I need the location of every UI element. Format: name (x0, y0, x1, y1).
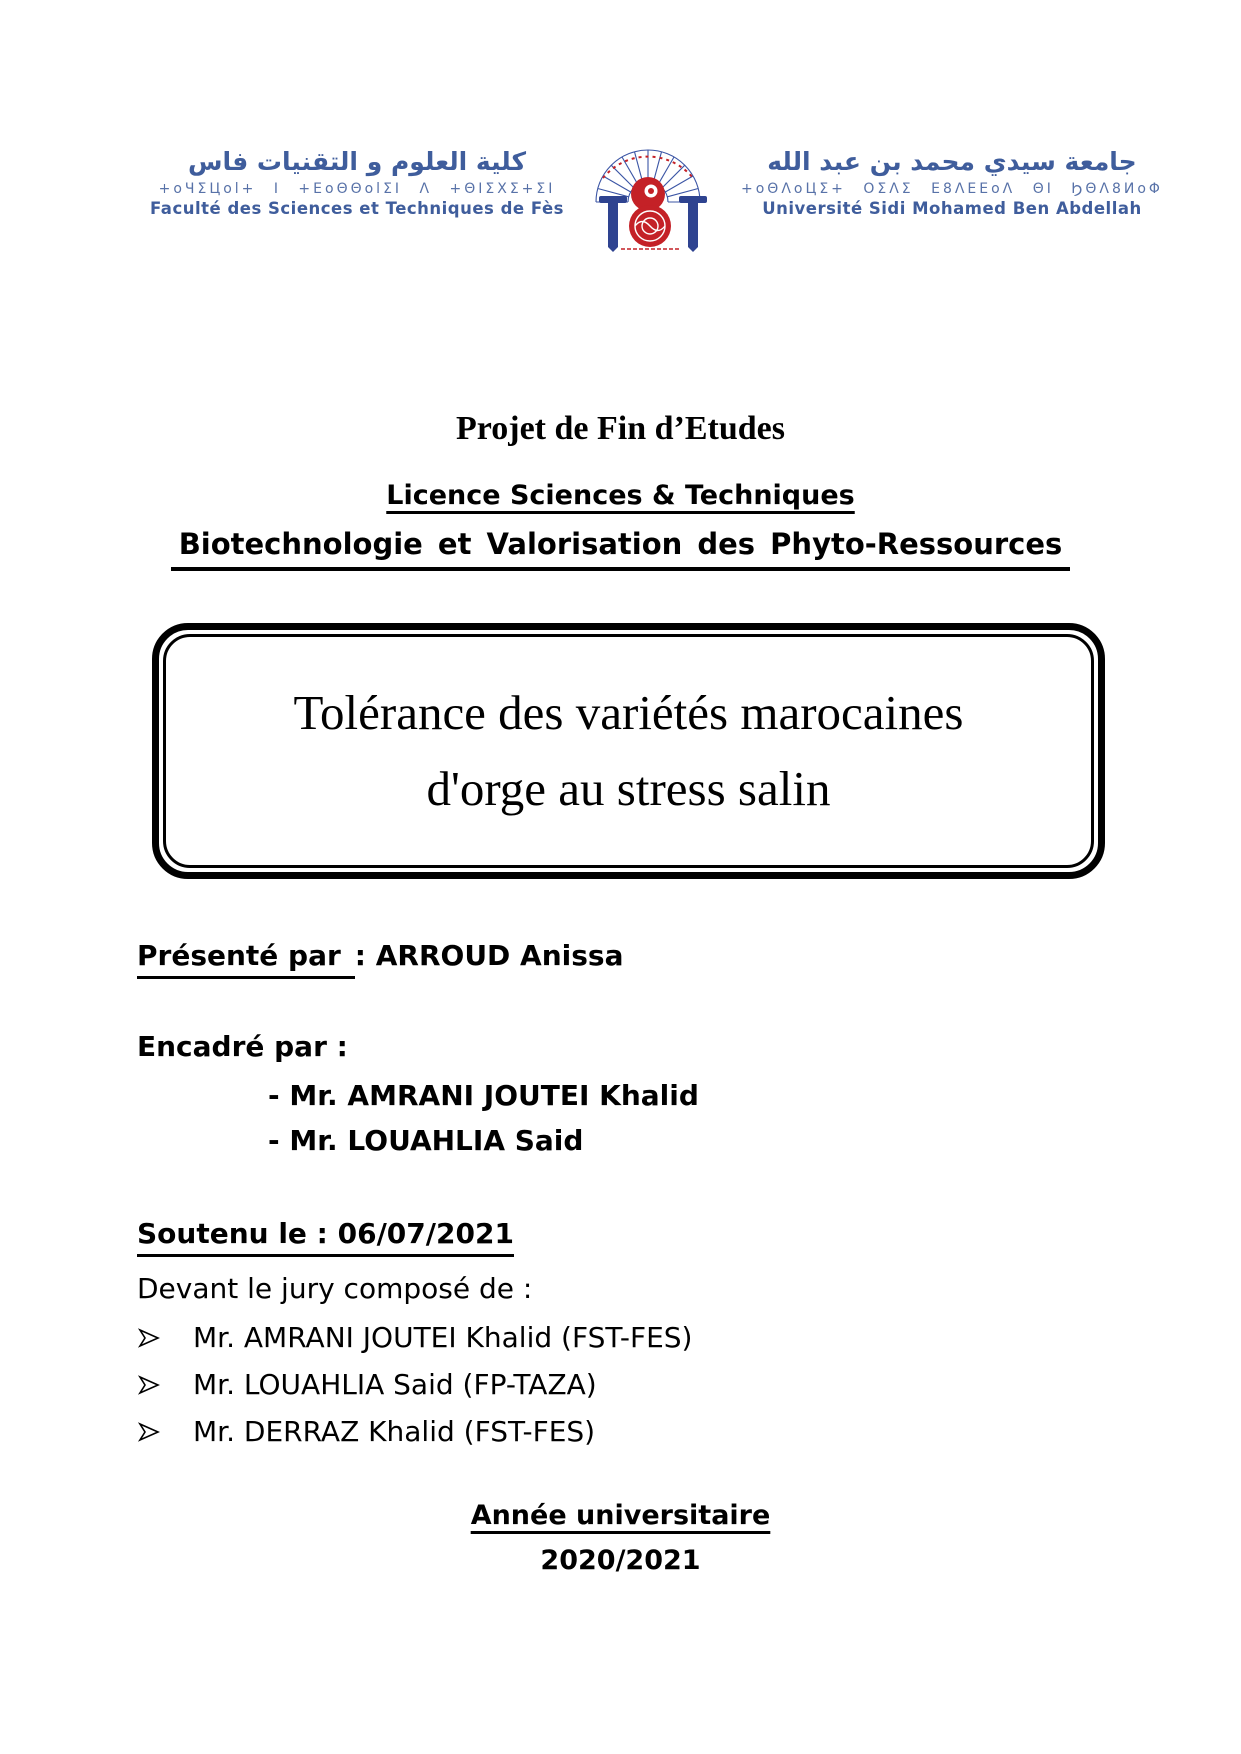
project-type-title: Projet de Fin d’Etudes (456, 410, 785, 447)
jury-member-name: Mr. DERRAZ Khalid (FST-FES) (193, 1415, 596, 1448)
emblem-svg (573, 112, 733, 252)
list-item (137, 1321, 1121, 1354)
arrow-right-bullet-icon (137, 1373, 161, 1397)
university-block (741, 146, 1163, 217)
thesis-title-box-inner (163, 634, 1094, 868)
jury-member-name: Mr. AMRANI JOUTEI Khalid (FST-FES) (193, 1321, 693, 1354)
defense-date-line (137, 1217, 1121, 1250)
faculty-name-arabic: كلية العلوم و التقنيات فاس (187, 147, 527, 177)
list-item: - Mr. AMRANI JOUTEI Khalid (268, 1079, 699, 1112)
degree-title-text: Licence Sciences & Techniques (386, 480, 855, 511)
arrow-right-bullet-icon (137, 1420, 161, 1444)
thesis-title-box (152, 623, 1105, 879)
university-emblem-icon (570, 112, 735, 252)
thesis-title (294, 675, 964, 827)
presented-by-label: Présenté par (137, 939, 355, 979)
list-item (137, 1368, 1121, 1401)
faculty-name-tifinagh: +oЧΣЦol+ Ι +ΕoΘΘolΣΙ Λ +ΘΙΣΧΣ+ΣΙ (158, 180, 556, 197)
program-title-text: Biotechnologie et Valorisation des Phyto-Ressources (171, 527, 1071, 571)
jury-member-name: Mr. LOUAHLIA Said (FP-TAZA) (193, 1368, 597, 1401)
faculty-name-french: Faculté des Sciences et Techniques de Fès (150, 198, 564, 218)
supervised-by-label: Encadré par : (137, 1030, 348, 1063)
program-title (0, 527, 1241, 571)
university-name-arabic: جامعة سيدي محمد بن عبد الله (767, 147, 1137, 177)
jury-intro: Devant le jury composé de : (137, 1272, 533, 1305)
thesis-title-line1: Tolérance des variétés marocaines (293, 685, 964, 741)
supervisors-list (137, 1079, 1121, 1157)
university-name-tifinagh: +oΘΛoЦΣ+ ΟΣΛΣ Ε8ΛΕΕoΛ ΘΙ ϦΘΛ8ИoΦ (741, 180, 1163, 197)
degree-title (0, 480, 1241, 511)
thesis-title-line2: d'orge au stress salin (426, 761, 831, 816)
defense-date-text: Soutenu le : 06/07/2021 (137, 1217, 514, 1257)
presented-by-name: : ARROUD Anissa (354, 939, 624, 972)
faculty-block (150, 146, 564, 217)
academic-year-label (0, 1500, 1241, 1531)
arrow-right-bullet-icon (137, 1326, 161, 1350)
list-item (137, 1415, 1121, 1448)
university-name-french: Université Sidi Mohamed Ben Abdellah (762, 198, 1142, 218)
academic-year-value: 2020/2021 (540, 1545, 701, 1576)
jury-list (137, 1321, 1121, 1448)
academic-year-label-text: Année universitaire (470, 1500, 771, 1531)
cover-body (137, 939, 1121, 1448)
list-item: - Mr. LOUAHLIA Said (268, 1124, 584, 1157)
presented-by-line (137, 939, 1121, 972)
academic-year-footer (0, 1500, 1241, 1576)
supervisors-section (137, 1030, 1121, 1157)
institution-header (0, 0, 1241, 252)
